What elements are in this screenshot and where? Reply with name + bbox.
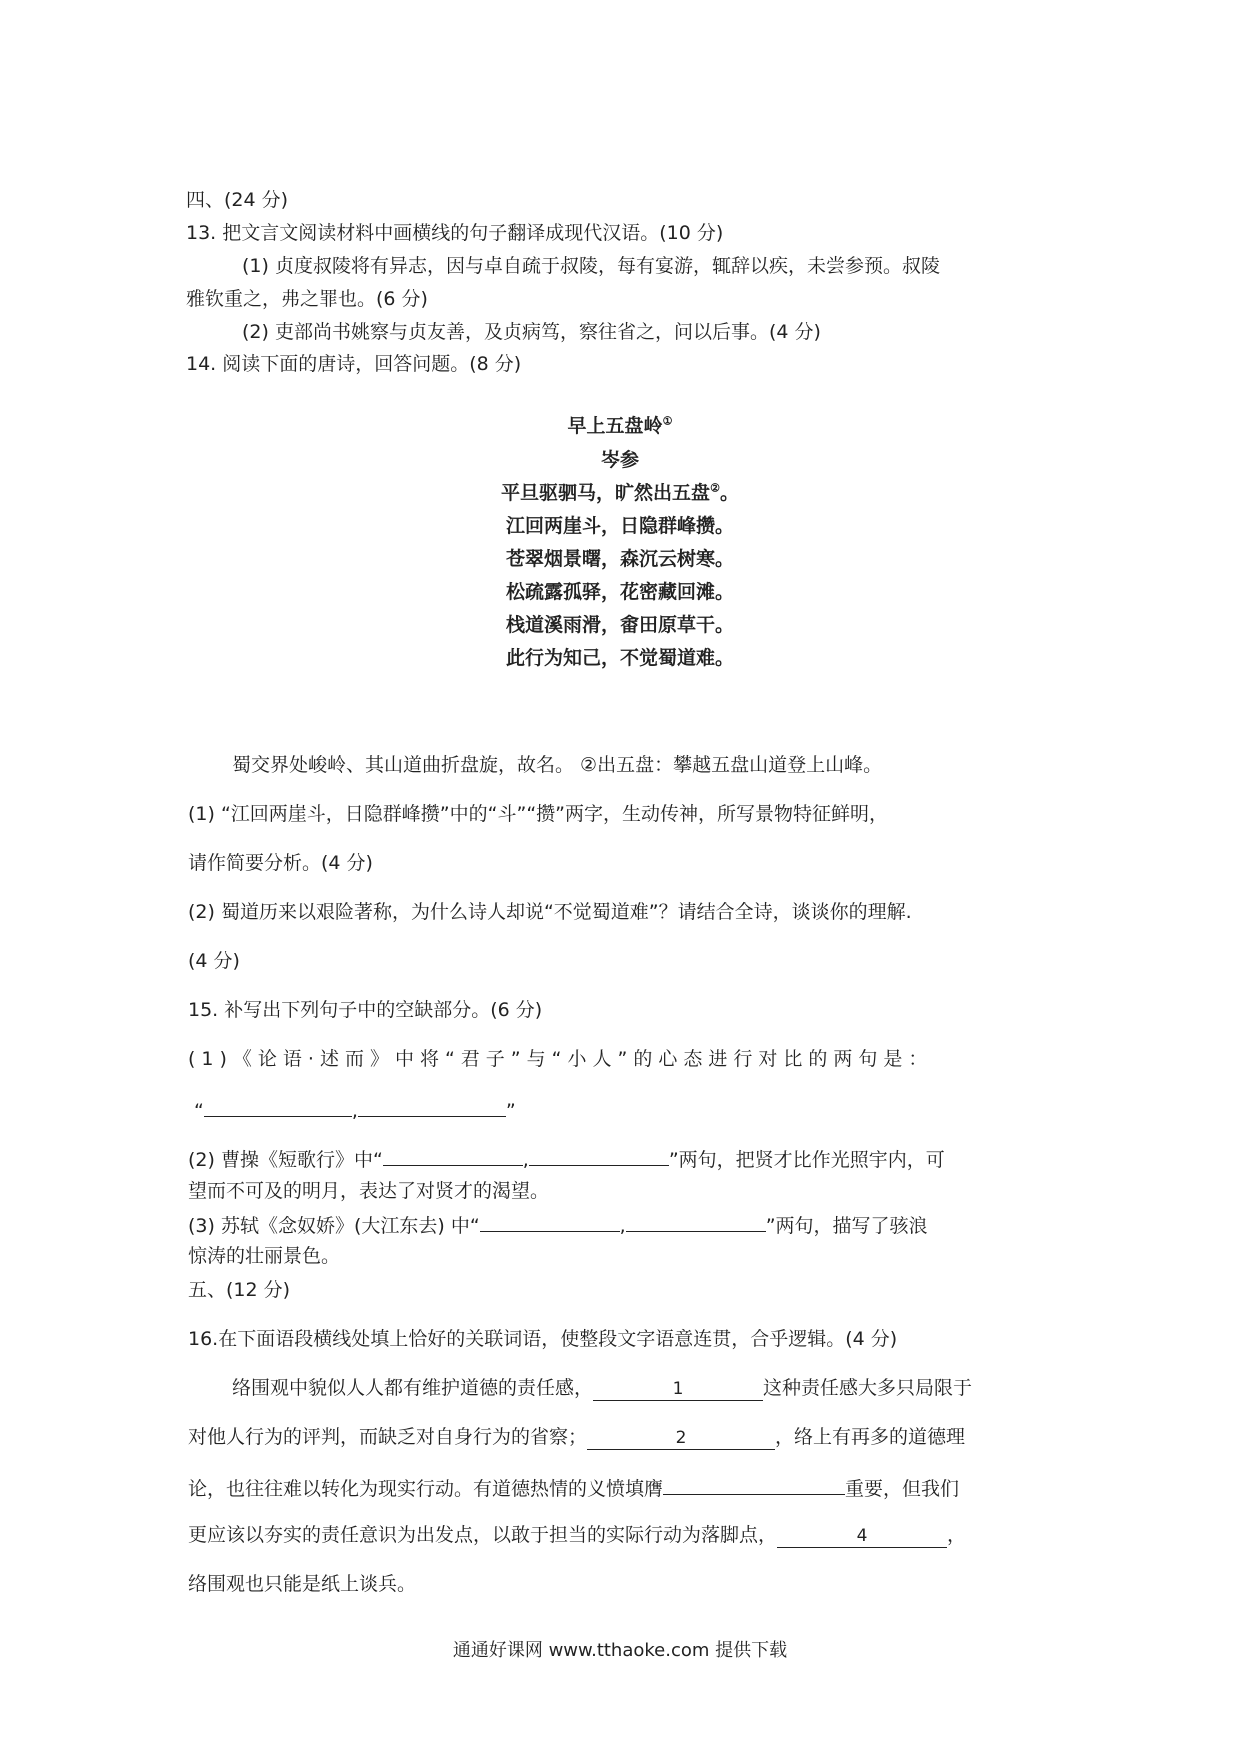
- q16-para-line5: 络围观也只能是纸上谈兵。: [188, 1573, 417, 1595]
- blank-field-4[interactable]: 4: [777, 1525, 947, 1548]
- poem-line: 苍翠烟景曙，森沉云树寒。: [505, 548, 734, 570]
- q15-item1-line1: (1)《论语·述而》中将“君子”与“小人”的心态进行对比的两句是：: [188, 1048, 934, 1070]
- q16-text: 更应该以夯实的责任意识为出发点，以敢于担当的实际行动为落脚点，: [188, 1524, 778, 1546]
- close-quote: ”: [505, 1100, 516, 1122]
- q15-item3-suffix: ”两句，描写了骇浪: [765, 1215, 928, 1237]
- q15-item2-line2: 望而不可及的明月，表达了对贤才的渴望。: [188, 1180, 550, 1202]
- poem-line: 栈道溪雨滑，畬田原草干。: [505, 614, 734, 636]
- q15-item3-line2: 惊涛的壮丽景色。: [188, 1245, 341, 1267]
- blank-field[interactable]: [626, 1209, 766, 1232]
- q14-title: 14. 阅读下面的唐诗，回答问题。(8 分): [186, 353, 522, 375]
- q14-sub1-line1: (1) “江回两崖斗，日隐群峰攒”中的“斗”“攒”两字，生动传神，所写景物特征鲜明，: [188, 803, 889, 825]
- comma: ,: [619, 1215, 626, 1237]
- q14-sub2-line2: (4 分): [188, 950, 240, 972]
- poem-line-1a: 平旦驱驷马，旷然出五盘: [501, 482, 711, 504]
- poem-line: 江回两崖斗，日隐群峰攒。: [505, 515, 734, 537]
- q14-sub1-line2: 请作简要分析。(4 分): [188, 852, 373, 874]
- blank-field[interactable]: [529, 1143, 669, 1166]
- q14-sub2-line1: (2) 蜀道历来以艰险著称，为什么诗人却说“不觉蜀道难”？请结合全诗，谈谈你的理解.: [188, 901, 912, 923]
- q16-para-line3: [188, 1472, 959, 1503]
- q15-item1-blanks: [194, 1094, 516, 1125]
- q15-item2-suffix: ”两句，把贤才比作光照宇内，可: [668, 1149, 945, 1171]
- blank-field-3[interactable]: [663, 1472, 845, 1495]
- q16-text: 络围观中貌似人人都有维护道德的责任感，: [232, 1377, 594, 1399]
- q16-text: 论，也往往难以转化为现实行动。有道德热情的义愤填膺: [188, 1478, 664, 1500]
- poem-line-1b: 。: [719, 482, 739, 504]
- q16-text: ，络上有再多的道德理: [775, 1426, 966, 1448]
- q15-item3-line1: [188, 1209, 928, 1240]
- footnote-mark-2: ②: [710, 481, 720, 495]
- blank-field[interactable]: [358, 1094, 506, 1117]
- q16-title: 16.在下面语段横线处填上恰好的关联词语，使整段文字语意连贯，合乎逻辑。(4 分): [188, 1328, 898, 1350]
- footnote-mark-1: ①: [662, 414, 673, 428]
- poem-title: [0, 412, 1240, 440]
- q13-item1-line1: (1) 贞度叔陵将有异志，因与卓自疏于叔陵，每有宴游，辄辞以疾，未尝参预。叔陵: [242, 255, 940, 277]
- q16-para-line2: [188, 1423, 965, 1451]
- q16-para-line4: [188, 1521, 966, 1549]
- poem-author: 岑参: [600, 449, 639, 471]
- q16-text: ，: [947, 1524, 967, 1546]
- open-quote: “: [194, 1100, 204, 1122]
- q13-item1-line2: 雅钦重之，弗之罪也。(6 分): [186, 288, 428, 310]
- poem-note: 蜀交界处峻岭、其山道曲折盘旋，故名。 ②出五盘：攀越五盘山道登上山峰。: [232, 754, 883, 776]
- q16-text: 重要，但我们: [845, 1478, 960, 1500]
- blank-field[interactable]: [383, 1143, 523, 1166]
- q16-para-line1: [232, 1374, 972, 1402]
- q13-title: 13. 把文言文阅读材料中画横线的句子翻译成现代汉语。(10 分): [186, 222, 724, 244]
- q13-item2: (2) 吏部尚书姚察与贞友善，及贞病笃，察往省之，问以后事。(4 分): [242, 321, 821, 343]
- blank-field[interactable]: [204, 1094, 352, 1117]
- q15-item2-line1: [188, 1143, 945, 1174]
- q15-item2-prefix: (2) 曹操《短歌行》中“: [188, 1149, 383, 1171]
- q16-text: 对他人行为的评判，而缺乏对自身行为的省察；: [188, 1426, 588, 1448]
- poem-line: 松疏露孤驿，花密藏回滩。: [505, 581, 734, 603]
- blank-field[interactable]: [480, 1209, 620, 1232]
- q15-item3-prefix: (3) 苏轼《念奴娇》(大江东去) 中“: [188, 1215, 480, 1237]
- poem-line: 此行为知己，不觉蜀道难。: [505, 647, 734, 669]
- poem-title-text: 早上五盘岭: [567, 415, 663, 437]
- q15-title: 15. 补写出下列句子中的空缺部分。(6 分): [188, 999, 543, 1021]
- comma: ,: [351, 1100, 358, 1122]
- comma: ,: [522, 1149, 529, 1171]
- blank-field-1[interactable]: 1: [593, 1378, 763, 1401]
- q16-text: 这种责任感大多只局限于: [763, 1377, 973, 1399]
- section5-heading: 五、(12 分): [188, 1279, 291, 1301]
- blank-field-2[interactable]: 2: [587, 1427, 775, 1450]
- poem-line: [0, 479, 1240, 507]
- page-footer: 通通好课网 www.tthaoke.com 提供下载: [452, 1640, 788, 1661]
- section4-heading: 四、(24 分): [186, 189, 289, 211]
